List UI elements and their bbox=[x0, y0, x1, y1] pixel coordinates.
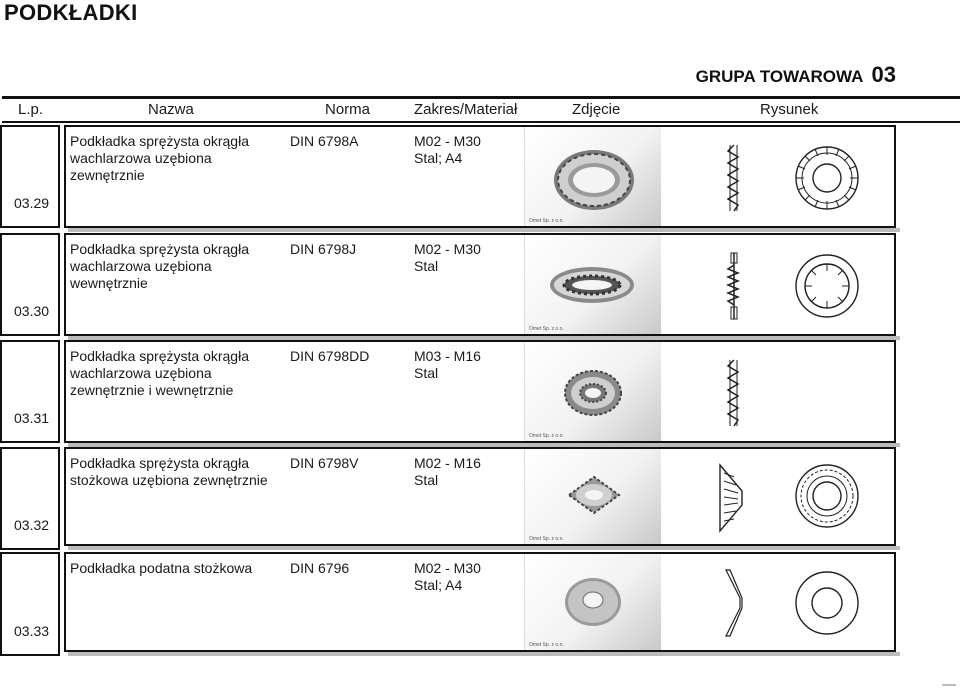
photo-watermark: Omet Sp. z o.o. bbox=[529, 642, 564, 648]
product-material: M02 - M30 Stal; A4 bbox=[414, 560, 481, 593]
conical-spring-washer-side-drawing-icon bbox=[722, 568, 746, 638]
page-corner-mark bbox=[942, 684, 956, 686]
group-number: 03 bbox=[871, 62, 896, 87]
page-title: PODKŁADKI bbox=[4, 0, 138, 25]
product-name: Podkładka podatna stożkowa bbox=[70, 560, 253, 576]
product-group-heading bbox=[696, 62, 896, 88]
product-name: Podkładka sprężysta okrągła wachlarzowa uzębiona wewnętrznie bbox=[70, 241, 249, 291]
product-name: Podkładka sprężysta okrągła wachlarzowa uzębiona zewnętrznie i wewnętrznie bbox=[70, 348, 249, 398]
internal-tooth-washer-side-drawing-icon bbox=[724, 251, 744, 321]
double-tooth-washer-photo-icon bbox=[563, 368, 623, 418]
group-label: GRUPA TOWAROWA bbox=[695, 67, 863, 86]
external-tooth-washer-photo-icon bbox=[551, 143, 637, 217]
product-norm: DIN 6798DD bbox=[290, 348, 370, 364]
product-photo bbox=[524, 449, 661, 544]
product-name: Podkładka sprężysta okrągła wachlarzowa uzębiona zewnętrznie bbox=[70, 133, 249, 183]
conical-tooth-washer-drawing-icon bbox=[794, 463, 860, 529]
photo-watermark: Omet Sp. z o.o. bbox=[529, 326, 564, 332]
double-tooth-washer-side-drawing-icon bbox=[724, 358, 744, 428]
table-header bbox=[2, 96, 960, 123]
row-body bbox=[64, 340, 896, 443]
conical-spring-washer-drawing-icon bbox=[794, 570, 860, 636]
conical-spring-washer-photo-icon bbox=[563, 574, 623, 630]
product-photo bbox=[524, 127, 661, 226]
product-photo bbox=[524, 235, 661, 334]
product-material: M02 - M30 Stal; A4 bbox=[414, 133, 481, 166]
row-number-cell bbox=[0, 233, 60, 336]
product-name: Podkładka sprężysta okrągła stożkowa uzębiona zewnętrznie bbox=[70, 455, 268, 488]
row-number-cell bbox=[0, 340, 60, 443]
product-photo bbox=[524, 554, 661, 650]
row-number: 03.32 bbox=[14, 517, 50, 533]
product-norm: DIN 6798A bbox=[290, 133, 359, 149]
row-body bbox=[64, 447, 896, 546]
internal-tooth-washer-photo-icon bbox=[547, 263, 637, 307]
row-number-cell bbox=[0, 552, 60, 656]
conical-tooth-washer-photo-icon bbox=[565, 473, 623, 517]
column-header-name: Nazwa bbox=[148, 101, 194, 118]
row-number: 03.31 bbox=[14, 410, 50, 426]
column-header-norm: Norma bbox=[325, 101, 371, 118]
external-tooth-washer-drawing-icon bbox=[794, 145, 860, 211]
row-number: 03.33 bbox=[14, 623, 50, 639]
photo-watermark: Omet Sp. z o.o. bbox=[529, 433, 564, 439]
product-photo bbox=[524, 342, 661, 441]
column-header-material: Zakres/Materiał bbox=[414, 101, 518, 118]
product-norm: DIN 6796 bbox=[290, 560, 350, 576]
conical-tooth-washer-side-drawing-icon bbox=[716, 463, 746, 533]
row-body bbox=[64, 233, 896, 336]
column-header-lp: L.p. bbox=[18, 101, 44, 118]
product-material: M02 - M30 Stal bbox=[414, 241, 481, 274]
column-header-drawing: Rysunek bbox=[760, 101, 819, 118]
product-norm: DIN 6798V bbox=[290, 455, 359, 471]
external-tooth-washer-side-drawing-icon bbox=[724, 143, 744, 213]
product-material: M02 - M16 Stal bbox=[414, 455, 481, 488]
column-header-photo: Zdjęcie bbox=[572, 101, 621, 118]
row-number: 03.29 bbox=[14, 195, 50, 211]
row-number-cell bbox=[0, 125, 60, 228]
row-number: 03.30 bbox=[14, 303, 50, 319]
product-material: M03 - M16 Stal bbox=[414, 348, 481, 381]
photo-watermark: Omet Sp. z o.o. bbox=[529, 536, 564, 542]
photo-watermark: Omet Sp. z o.o. bbox=[529, 218, 564, 224]
row-body bbox=[64, 125, 896, 228]
row-number-cell bbox=[0, 447, 60, 550]
internal-tooth-washer-drawing-icon bbox=[794, 253, 860, 319]
product-norm: DIN 6798J bbox=[290, 241, 357, 257]
row-body bbox=[64, 552, 896, 652]
